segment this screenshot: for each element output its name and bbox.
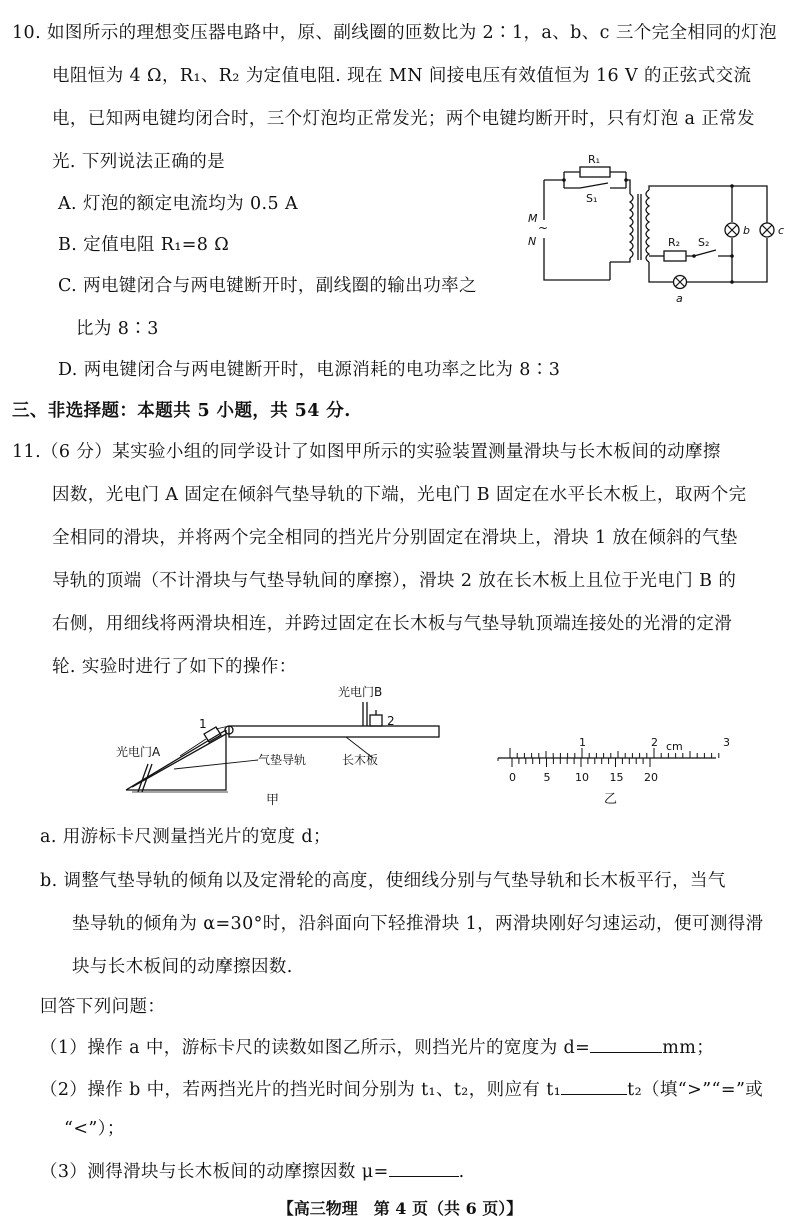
label-r1: R₁ [588,153,601,166]
label-cm-unit: cm [666,740,683,753]
q11-line-6: 轮. 实验时进行了如下的操作： [52,657,297,677]
step-b-line-3: 块与长木板间的动摩擦因数. [72,957,293,977]
label-air-rail: 气垫导轨 [258,753,307,767]
q11-line-3: 全相同的滑块，并将两个完全相同的挡光片分别固定在滑块上，滑块 1 放在倾斜的气垫 [52,528,738,548]
q10-line-3: 电，已知两电键均闭合时，三个灯泡均正常发光；两个电键均断开时，只有灯泡 a 正常发 [52,109,755,129]
q10-option-b: B. 定值电阻 R₁=8 Ω [58,235,230,255]
label-s2: S₂ [698,236,710,249]
section-3-heading: 三、非选择题：本题共 5 小题，共 54 分. [12,401,351,421]
apparatus-figure-jia [108,682,458,812]
sub-question-1 [40,1036,714,1059]
q10-option-c-cont: 比为 8∶3 [76,319,159,339]
q11-line-4: 导轨的顶端（不计滑块与气垫导轨间的摩擦），滑块 2 放在长木板上且位于光电门 B 的 [52,571,737,591]
main-scale-label: 2 [651,736,658,749]
main-scale-label: 3 [723,736,730,749]
answer-heading: 回答下列问题： [40,997,166,1017]
label-block-1: 1 [199,717,207,731]
label-gate-a: 光电门A [116,745,161,759]
q11-line-5: 右侧，用细线将两滑块相连，并跨过固定在长木板与气垫导轨顶端连接处的光滑的定滑 [52,614,733,634]
page-footer: 【高三物理 第 4 页（共 6 页）】 [277,1199,523,1218]
vernier-caliper-figure-yi [470,735,730,805]
q10-line-2: 电阻恒为 4 Ω，R₁、R₂ 为定值电阻. 现在 MN 间接电压有效值恒为 16 V 的正弦式交流 [52,66,752,86]
sub-question-2-cont: “<”）； [64,1119,125,1139]
caption-yi: 乙 [604,792,618,805]
label-s1: S₁ [586,192,598,205]
answer-blank-1[interactable] [590,1036,662,1053]
sub-question-2 [40,1078,763,1101]
vernier-scale-label: 10 [575,771,589,784]
sub3-tail: . [458,1162,465,1182]
sub2-tail: t₂（填“>”“=”或 [627,1080,764,1100]
sub1-text: （1）操作 a 中，游标卡尺的读数如图乙所示，则挡光片的宽度为 d= [40,1038,591,1058]
label-long-board: 长木板 [342,753,379,767]
sub2-text: （2）操作 b 中，若两挡光片的挡光时间分别为 t₁、t₂，则应有 t₁ [40,1080,562,1100]
vernier-scale-label: 15 [609,771,624,784]
step-a-text: a. 用游标卡尺测量挡光片的宽度 d； [40,827,331,847]
label-n: N [528,235,537,248]
q10-option-d: D. 两电键闭合与两电键断开时，电源消耗的电功率之比为 8∶3 [58,360,561,380]
label-r2: R₂ [668,236,681,249]
step-b-line-2: 垫导轨的倾角为 α=30°时，沿斜面向下轻推滑块 1，两滑块刚好匀速运动，便可测得滑 [72,914,764,934]
q10-line-4: 光. 下列说法正确的是 [52,152,226,172]
ac-source-tilde: ~ [538,221,549,235]
answer-blank-3[interactable] [389,1160,459,1177]
sub3-text: （3）测得滑块与长木板间的动摩擦因数 μ= [40,1162,389,1182]
q10-line-1: 10. 如图所示的理想变压器电路中，原、副线圈的匝数比为 2∶1，a、b、c 三个完全相同的灯泡 [12,23,777,43]
q11-line-2: 因数，光电门 A 固定在倾斜气垫导轨的下端，光电门 B 固定在水平长木板上，取两个完 [52,485,747,505]
label-lamp-a: a [676,292,683,305]
vernier-scale-label: 5 [543,771,551,784]
label-gate-b: 光电门B [338,685,383,699]
sub-question-3 [40,1160,465,1183]
label-m: M [528,212,538,225]
transformer-circuit-diagram [522,150,792,315]
answer-blank-2[interactable] [561,1078,627,1095]
q10-option-a: A. 灯泡的额定电流均为 0.5 A [58,194,299,214]
step-b-line-1: b. 调整气垫导轨的倾角以及定滑轮的高度，使细线分别与气垫导轨和长木板平行，当气 [40,871,726,891]
label-lamp-b: b [743,224,750,237]
main-scale-label: 1 [579,736,586,749]
vernier-scale-label: 20 [644,771,658,784]
caption-jia: 甲 [266,793,280,808]
q11-line-1: 11.（6 分）某实验小组的同学设计了如图甲所示的实验装置测量滑块与长木板间的动摩擦 [12,442,721,462]
sub1-unit: mm； [662,1038,715,1058]
label-block-2: 2 [387,714,395,728]
q10-option-c: C. 两电键闭合与两电键断开时，副线圈的输出功率之 [58,276,477,296]
vernier-scale-label: 0 [509,771,516,784]
label-lamp-c: c [778,224,785,237]
